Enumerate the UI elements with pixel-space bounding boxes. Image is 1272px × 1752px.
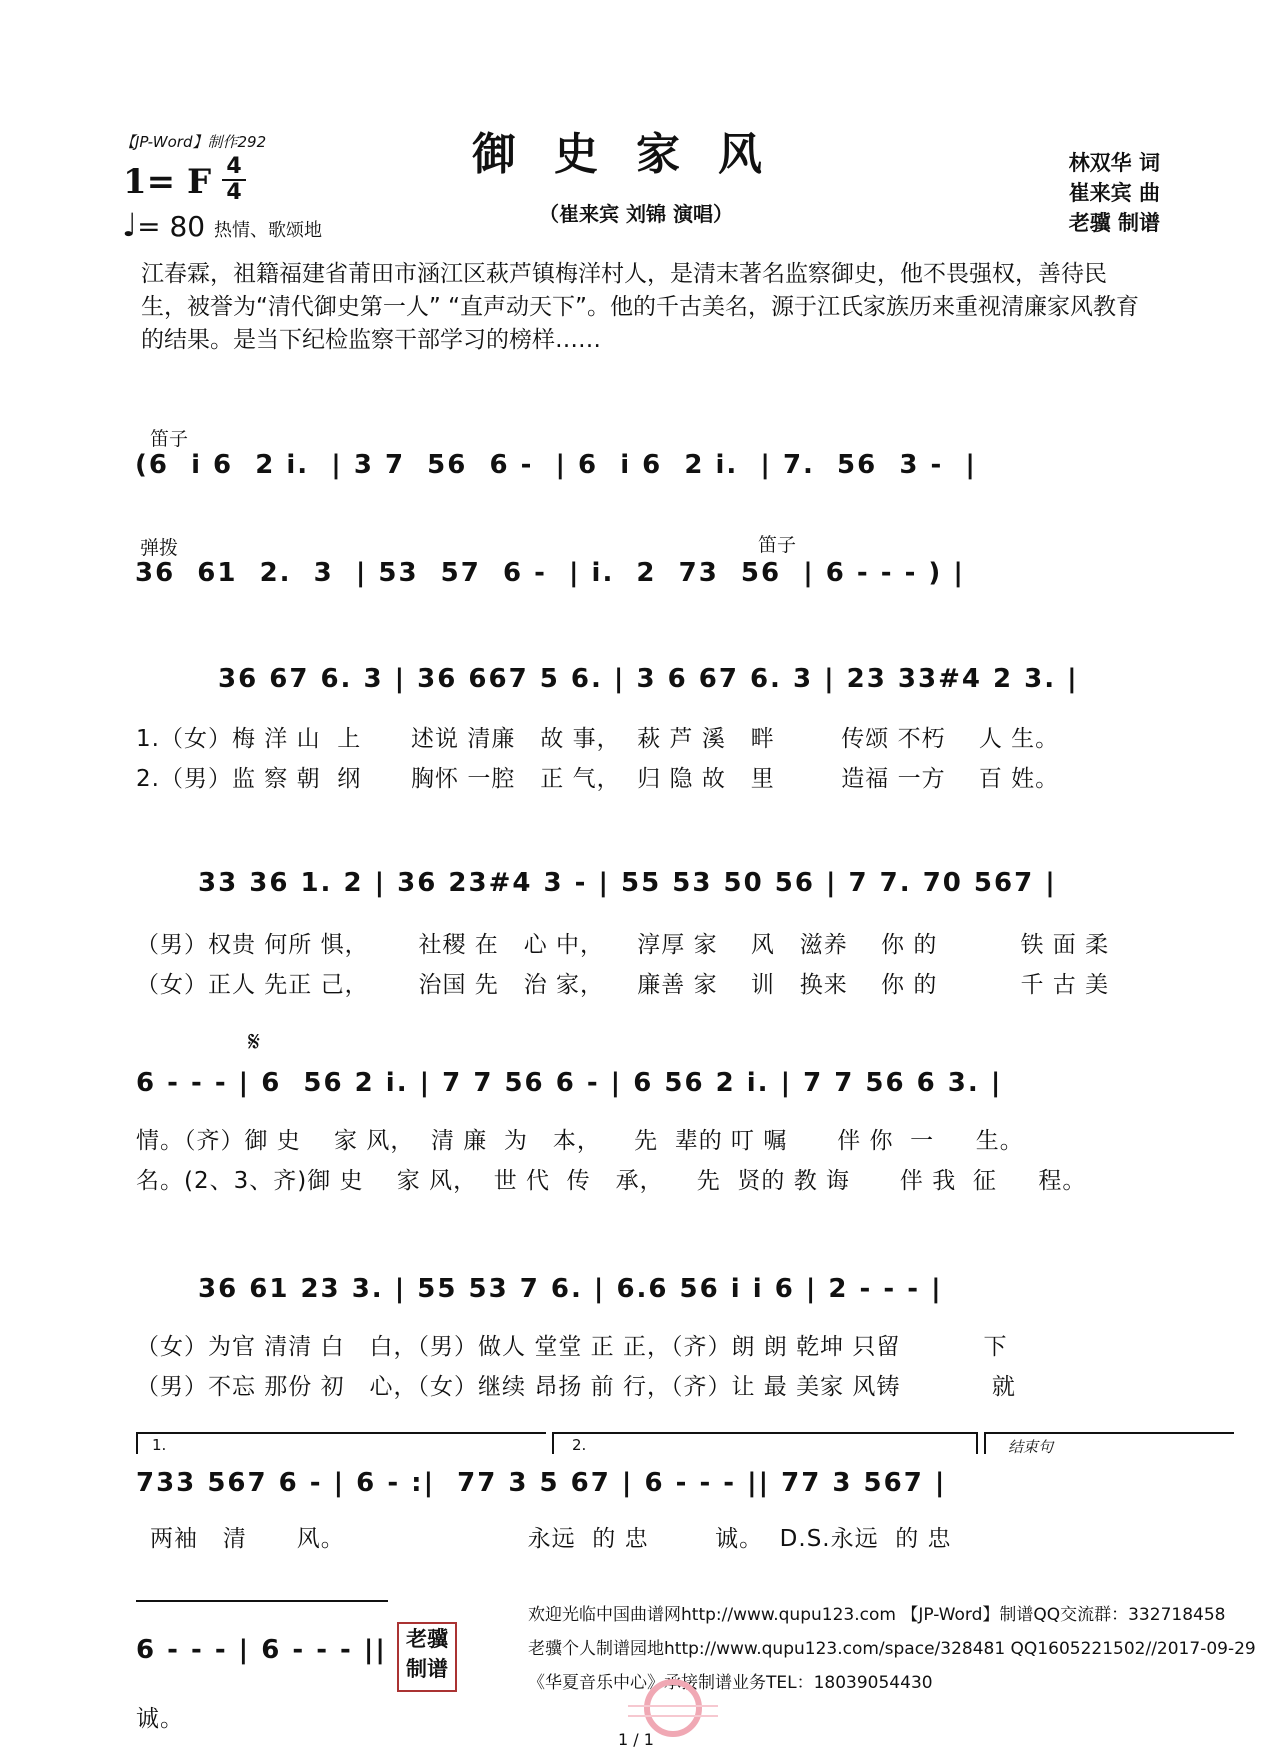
time-signature: 4 4: [222, 156, 246, 204]
mood-text: 热情、歌颂地: [214, 220, 322, 241]
credits: [1069, 148, 1160, 238]
lyrics-row-5-verse-2: 名。(2、3、齐)御 史 家 风， 世 代 传 承， 先 贤的 教 诲 伴 我 征 程。: [136, 1168, 1087, 1194]
song-title: 御史家风: [472, 129, 800, 180]
lyrics-row-3-verse-2: 2.（男）监 察 朝 纲 胸怀 一腔 正 气， 归 隐 故 里 造福 一方 百 姓。: [136, 766, 1060, 792]
tempo-marking: ♩= 80 热情、歌颂地: [122, 206, 322, 244]
lyrics-row-8: 诚。: [136, 1706, 184, 1732]
staff-row-6: 36 61 23 3. | 55 53 7 6. | 6.6 56 i i 6 | 2 - - - |: [198, 1274, 943, 1304]
lyrics-row-3-verse-1: 1.（女）梅 洋 山 上 述说 清廉 故 事， 萩 芦 溪 畔 传颂 不朽 人 生。: [136, 726, 1060, 752]
staff-row-8: 6 - - - | 6 - - - ||: [136, 1635, 387, 1665]
footer-line-1: 欢迎光临中国曲谱网http://www.qupu123.com 【JP-Word】制谱QQ交流群：332718458: [528, 1605, 1226, 1625]
engraver-stamp: 老骥 制谱: [397, 1622, 457, 1692]
composer: 崔来宾 曲: [1068, 181, 1160, 205]
footer-line-2: 老骥个人制谱园地http://www.qupu123.com/space/328481 QQ1605221502//2017-09-29: [528, 1639, 1256, 1659]
label-dizi: 笛子: [150, 428, 189, 450]
maker-tag: 【JP-Word】制作292: [120, 133, 267, 151]
staff-row-2: 36 61 2. 3 | 53 57 6 - | i. 2 73 56 | 6 - - - ) |: [135, 558, 965, 588]
page-number: 1 / 1: [618, 1730, 654, 1749]
staff-row-4: 33 36 1. 2 | 36 23#4 3 - | 55 53 50 56 | 7 7. 70 567 |: [198, 868, 1057, 898]
volta-1: 1.: [152, 1436, 167, 1454]
quarter-note-icon: ♩: [122, 206, 138, 244]
lyrics-row-5-verse-1: 情。（齐）御 史 家 风， 清 廉 为 本， 先 辈的 叮 嘱 伴 你 一 生。: [136, 1128, 1024, 1154]
lyrics-row-6-verse-2: （男）不忘 那份 初 心，（女）继续 昂扬 前 行，（齐）让 最 美家 风铸 就: [136, 1374, 1016, 1400]
key-signature: 1= F: [123, 162, 212, 202]
intro-paragraph: 江春霖，祖籍福建省莆田市涵江区萩芦镇梅洋村人，是清末著名监察御史，他不畏强权，善待民生，被誉为“清代御史第一人” “直声动天下”。他的千古美名，源于江氏家族历来重视清廉家风教育的结果。是当下纪检监察干部学习的榜样……: [141, 261, 1139, 353]
lyricist: 林双华 词: [1068, 151, 1160, 175]
segno-icon: 𝄋: [248, 1025, 261, 1058]
lyrics-row-4-verse-1: （男）权贵 何所 惧， 社稷 在 心 中， 淳厚 家 风 滋养 你 的 铁 面 柔: [136, 932, 1110, 958]
label-dizi-2: 笛子: [758, 534, 797, 556]
volta-2: 2.: [572, 1436, 587, 1454]
staff-row-7: 733 567 6 - | 6 - :| 77 3 5 67 | 6 - - - || 77 3 567 |: [136, 1468, 947, 1498]
footer-line-3: 《华夏音乐中心》承接制谱业务TEL：18039054430: [528, 1673, 933, 1693]
singer-credit: （崔来宾 刘锦 演唱）: [539, 202, 733, 226]
staff-row-5: 6 - - - | 6 56 2 i. | 7 7 56 6 - | 6 56 2 i. | 7 7 56 6 3. |: [136, 1068, 1003, 1098]
lyrics-row-7: 两袖 清 风。 永远 的 忠 诚。 D.S.永远 的 忠: [150, 1526, 952, 1552]
lyrics-row-6-verse-1: （女）为官 清清 白 白，（男）做人 堂堂 正 正，（齐）朗 朗 乾坤 只留 下: [136, 1334, 1008, 1360]
staff-row-1: (6 i 6 2 i. | 3 7 56 6 - | 6 i 6 2 i. | 7. 56 3 - |: [135, 450, 977, 480]
staff-row-3: 36 67 6. 3 | 36 667 5 6. | 3 6 67 6. 3 | 23 33#4 2 3. |: [218, 664, 1079, 694]
label-tanbo: 弹拨: [140, 537, 179, 559]
lyrics-row-4-verse-2: （女）正人 先正 己， 治国 先 治 家， 廉善 家 训 换来 你 的 千 古 美: [136, 972, 1110, 998]
ending-label: 结束句: [1008, 1438, 1054, 1456]
engraver: 老骥 制谱: [1068, 211, 1160, 235]
